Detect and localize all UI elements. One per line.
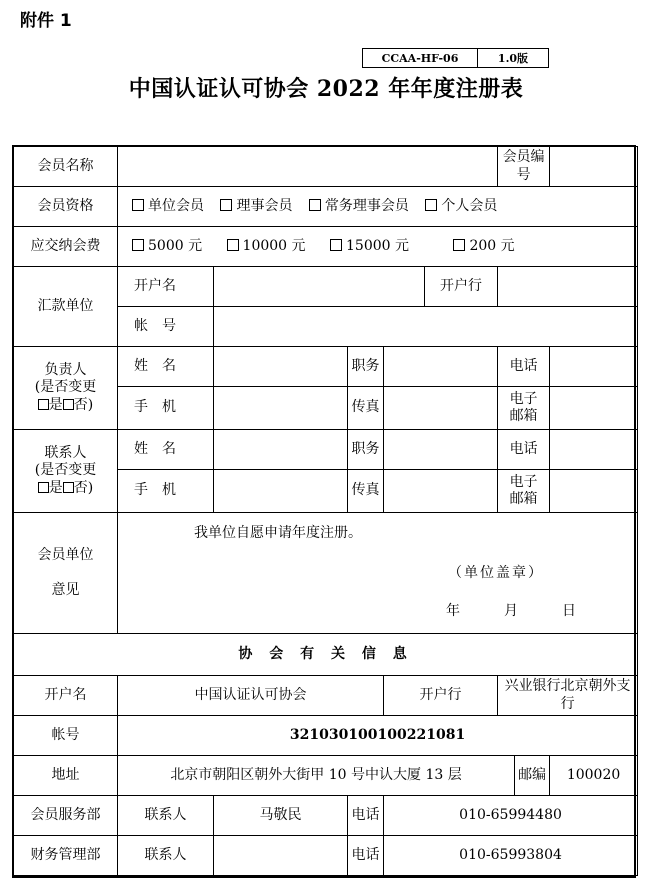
qualification-label: 会员资格 — [14, 187, 118, 227]
checkbox-icon[interactable] — [309, 199, 321, 211]
checkbox-icon[interactable] — [330, 239, 342, 251]
contact-mobile-label: 手 机 — [118, 470, 214, 513]
responsible-mobile-field[interactable] — [214, 387, 348, 430]
responsible-phone-field[interactable] — [550, 347, 638, 387]
form-code: CCAA-HF-06 — [363, 49, 478, 67]
dept-phone: 010-65994480 — [384, 796, 638, 836]
responsible-mobile-label: 手 机 — [118, 387, 214, 430]
responsible-title: 负责人 — [44, 361, 87, 378]
qualification-option[interactable]: 个人会员 — [425, 198, 497, 216]
contact-change-options: 是 否) — [14, 480, 117, 498]
contact-mobile-field[interactable] — [214, 470, 348, 513]
contact-position-field[interactable] — [384, 430, 498, 470]
dept-phone: 010-65993804 — [384, 836, 638, 876]
qualification-option[interactable]: 理事会员 — [220, 198, 292, 216]
responsible-change-options: 是 否) — [14, 397, 117, 415]
responsible-fax-field[interactable] — [384, 387, 498, 430]
responsible-email-label: 电子 邮箱 — [498, 387, 550, 430]
assoc-account-no: 321030100100221081 — [118, 716, 638, 756]
checkbox-icon[interactable] — [220, 199, 232, 211]
assoc-account-no-label: 帐号 — [14, 716, 118, 756]
dept-phone-label: 电话 — [348, 836, 384, 876]
checkbox-icon[interactable] — [425, 199, 437, 211]
form-code-box — [362, 48, 549, 68]
dept-contact — [214, 836, 348, 876]
contact-phone-label: 电话 — [498, 430, 550, 470]
assoc-address: 北京市朝阳区朝外大街甲 10 号中认大厦 13 层 — [118, 756, 515, 796]
member-name-field[interactable] — [118, 147, 498, 187]
responsible-position-field[interactable] — [384, 347, 498, 387]
assoc-address-label: 地址 — [14, 756, 118, 796]
remit-label: 汇款单位 — [14, 267, 118, 347]
member-number-field[interactable] — [550, 147, 638, 187]
responsible-position-label: 职务 — [348, 347, 384, 387]
checkbox-icon[interactable] — [227, 239, 239, 251]
fee-option[interactable]: 15000 元 — [330, 238, 409, 256]
contact-title: 联系人 — [44, 444, 87, 461]
responsible-email-field[interactable] — [550, 387, 638, 430]
contact-phone-field[interactable] — [550, 430, 638, 470]
fee-option[interactable]: 200 元 — [453, 238, 514, 256]
member-number-label: 会员编号 — [498, 147, 550, 187]
remit-account-name-field[interactable] — [214, 267, 425, 307]
form-version: 1.0版 — [497, 52, 529, 65]
contact-change-prompt: (是否变更 — [34, 462, 97, 479]
opinion-seal: （单位盖章） — [448, 565, 544, 581]
responsible-name-label: 姓 名 — [118, 347, 214, 387]
checkbox-icon[interactable] — [63, 399, 74, 410]
dept-name: 会员服务部 — [14, 796, 118, 836]
checkbox-icon[interactable] — [132, 239, 144, 251]
checkbox-icon[interactable] — [63, 482, 74, 493]
opinion-field[interactable] — [118, 513, 638, 634]
contact-label — [14, 430, 118, 513]
assoc-postcode-label: 邮编 — [515, 756, 550, 796]
remit-account-name-label: 开户名 — [118, 267, 214, 307]
checkbox-icon[interactable] — [38, 399, 49, 410]
assoc-postcode: 100020 — [550, 756, 638, 796]
registration-form — [13, 146, 638, 876]
responsible-label — [14, 347, 118, 430]
opinion-date: 年 月 日 — [446, 603, 576, 619]
remit-bank-label: 开户行 — [425, 267, 498, 307]
responsible-phone-label: 电话 — [498, 347, 550, 387]
assoc-account-name: 中国认证认可协会 — [118, 676, 384, 716]
contact-name-field[interactable] — [214, 430, 348, 470]
qualification-option[interactable]: 常务理事会员 — [309, 198, 409, 216]
assoc-bank-label: 开户行 — [384, 676, 498, 716]
dept-contact-label: 联系人 — [118, 836, 214, 876]
contact-email-label: 电子 邮箱 — [498, 470, 550, 513]
section-title: 协 会 有 关 信 息 — [14, 634, 638, 676]
attachment-label: 附件 1 — [20, 11, 72, 31]
opinion-label: 会员单位 意见 — [14, 513, 118, 634]
contact-email-field[interactable] — [550, 470, 638, 513]
contact-fax-label: 传真 — [348, 470, 384, 513]
opinion-statement: 我单位自愿申请年度注册。 — [194, 525, 362, 541]
checkbox-icon[interactable] — [453, 239, 465, 251]
responsible-change-prompt: (是否变更 — [34, 379, 97, 396]
dept-contact: 马敬民 — [214, 796, 348, 836]
qualification-options — [118, 187, 638, 227]
remit-account-no-label: 帐 号 — [118, 307, 214, 347]
page-title: 中国认证认可协会 2022 年年度注册表 — [128, 76, 524, 102]
fee-label: 应交纳会费 — [14, 227, 118, 267]
responsible-fax-label: 传真 — [348, 387, 384, 430]
assoc-bank: 兴业银行北京朝外支行 — [498, 676, 638, 716]
fee-option[interactable]: 10000 元 — [227, 238, 306, 256]
checkbox-icon[interactable] — [132, 199, 144, 211]
member-name-label: 会员名称 — [14, 147, 118, 187]
fee-options — [118, 227, 638, 267]
responsible-name-field[interactable] — [214, 347, 348, 387]
qualification-option[interactable]: 单位会员 — [132, 198, 204, 216]
remit-account-no-field[interactable] — [214, 307, 638, 347]
contact-fax-field[interactable] — [384, 470, 498, 513]
remit-bank-field[interactable] — [498, 267, 638, 307]
dept-name: 财务管理部 — [14, 836, 118, 876]
dept-phone-label: 电话 — [348, 796, 384, 836]
contact-name-label: 姓 名 — [118, 430, 214, 470]
contact-position-label: 职务 — [348, 430, 384, 470]
checkbox-icon[interactable] — [38, 482, 49, 493]
assoc-account-name-label: 开户名 — [14, 676, 118, 716]
dept-contact-label: 联系人 — [118, 796, 214, 836]
fee-option[interactable]: 5000 元 — [132, 238, 202, 256]
